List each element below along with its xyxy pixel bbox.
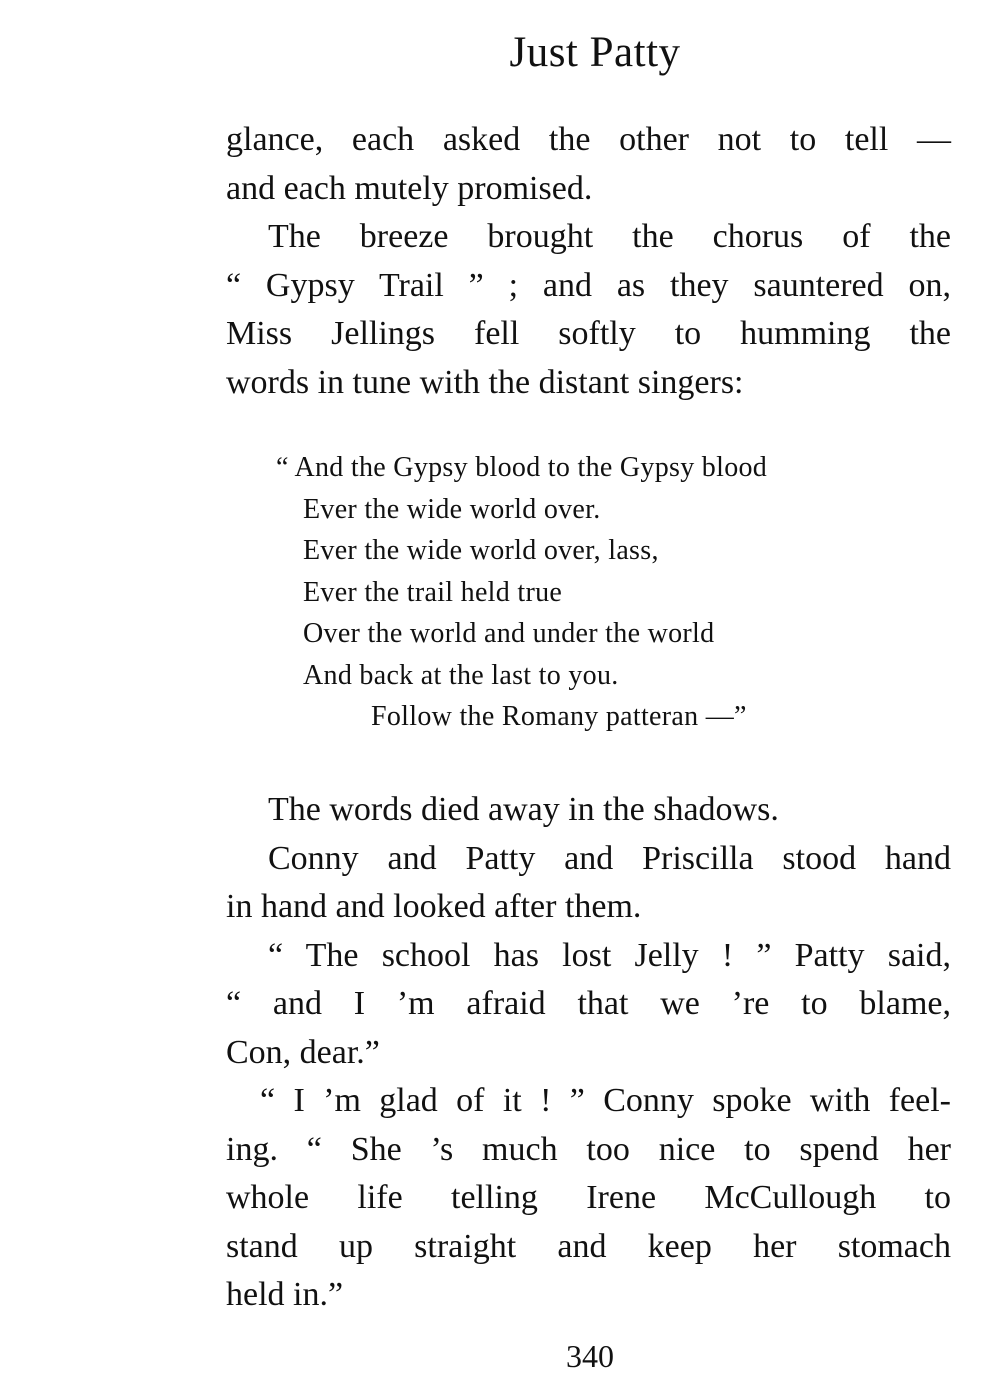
poem-line: Over the world and under the world — [303, 618, 715, 649]
text-line: and each mutely promised. — [226, 169, 593, 207]
running-head-title: Just Patty — [509, 29, 681, 76]
text-line: in hand and looked after them. — [226, 888, 642, 925]
poem-line: “ And the Gypsy blood to the Gypsy blood — [276, 452, 768, 483]
text-line: words in tune with the distant singers: — [226, 363, 744, 401]
text-line: “ I ’m glad of it ! ” Conny spoke with feel- — [260, 1082, 951, 1119]
text-line: “ The school has lost Jelly ! ” Patty said, — [268, 936, 951, 974]
poem-line: Ever the wide world over. — [303, 493, 601, 525]
paragraph-conny-patty — [226, 835, 951, 932]
text-line: ing. “ She ’s much too nice to spend her — [226, 1130, 951, 1168]
body-text-bottom — [226, 786, 951, 1320]
paragraph-glad-of-it — [226, 1077, 951, 1320]
paragraph-breeze — [226, 213, 951, 407]
page-number: 340 — [566, 1338, 614, 1374]
text-line: glance, each asked the other not to tell — — [226, 121, 951, 158]
body-text-top — [226, 116, 951, 407]
text-line: The breeze brought the chorus of the — [268, 218, 951, 255]
text-line: Conny and Patty and Priscilla stood hand — [268, 839, 951, 877]
text-line: Con, dear.” — [226, 1033, 380, 1071]
poem-line: Ever the wide world over, lass, — [303, 535, 659, 566]
paragraph-continuation — [226, 116, 951, 213]
text-line: “ Gypsy Trail ” ; and as they sauntered on, — [226, 266, 951, 304]
text-line: Miss Jellings fell softly to humming the — [226, 315, 951, 352]
text-line: “ and I ’m afraid that we ’re to blame, — [226, 985, 951, 1022]
text-line: stand up straight and keep her stomach — [226, 1227, 951, 1265]
paragraph-school-lost — [226, 932, 951, 1078]
poem-line: And back at the last to you. — [303, 659, 619, 691]
poem-line: Ever the trail held true — [303, 576, 563, 608]
text-line: whole life telling Irene McCullough to — [226, 1179, 951, 1216]
text-line: The words died away in the shadows. — [268, 791, 779, 828]
paragraph-words-died — [226, 786, 951, 835]
poem-line: Follow the Romany patteran —” — [371, 701, 747, 732]
text-line: held in.” — [226, 1276, 344, 1313]
poem-block — [276, 447, 916, 738]
